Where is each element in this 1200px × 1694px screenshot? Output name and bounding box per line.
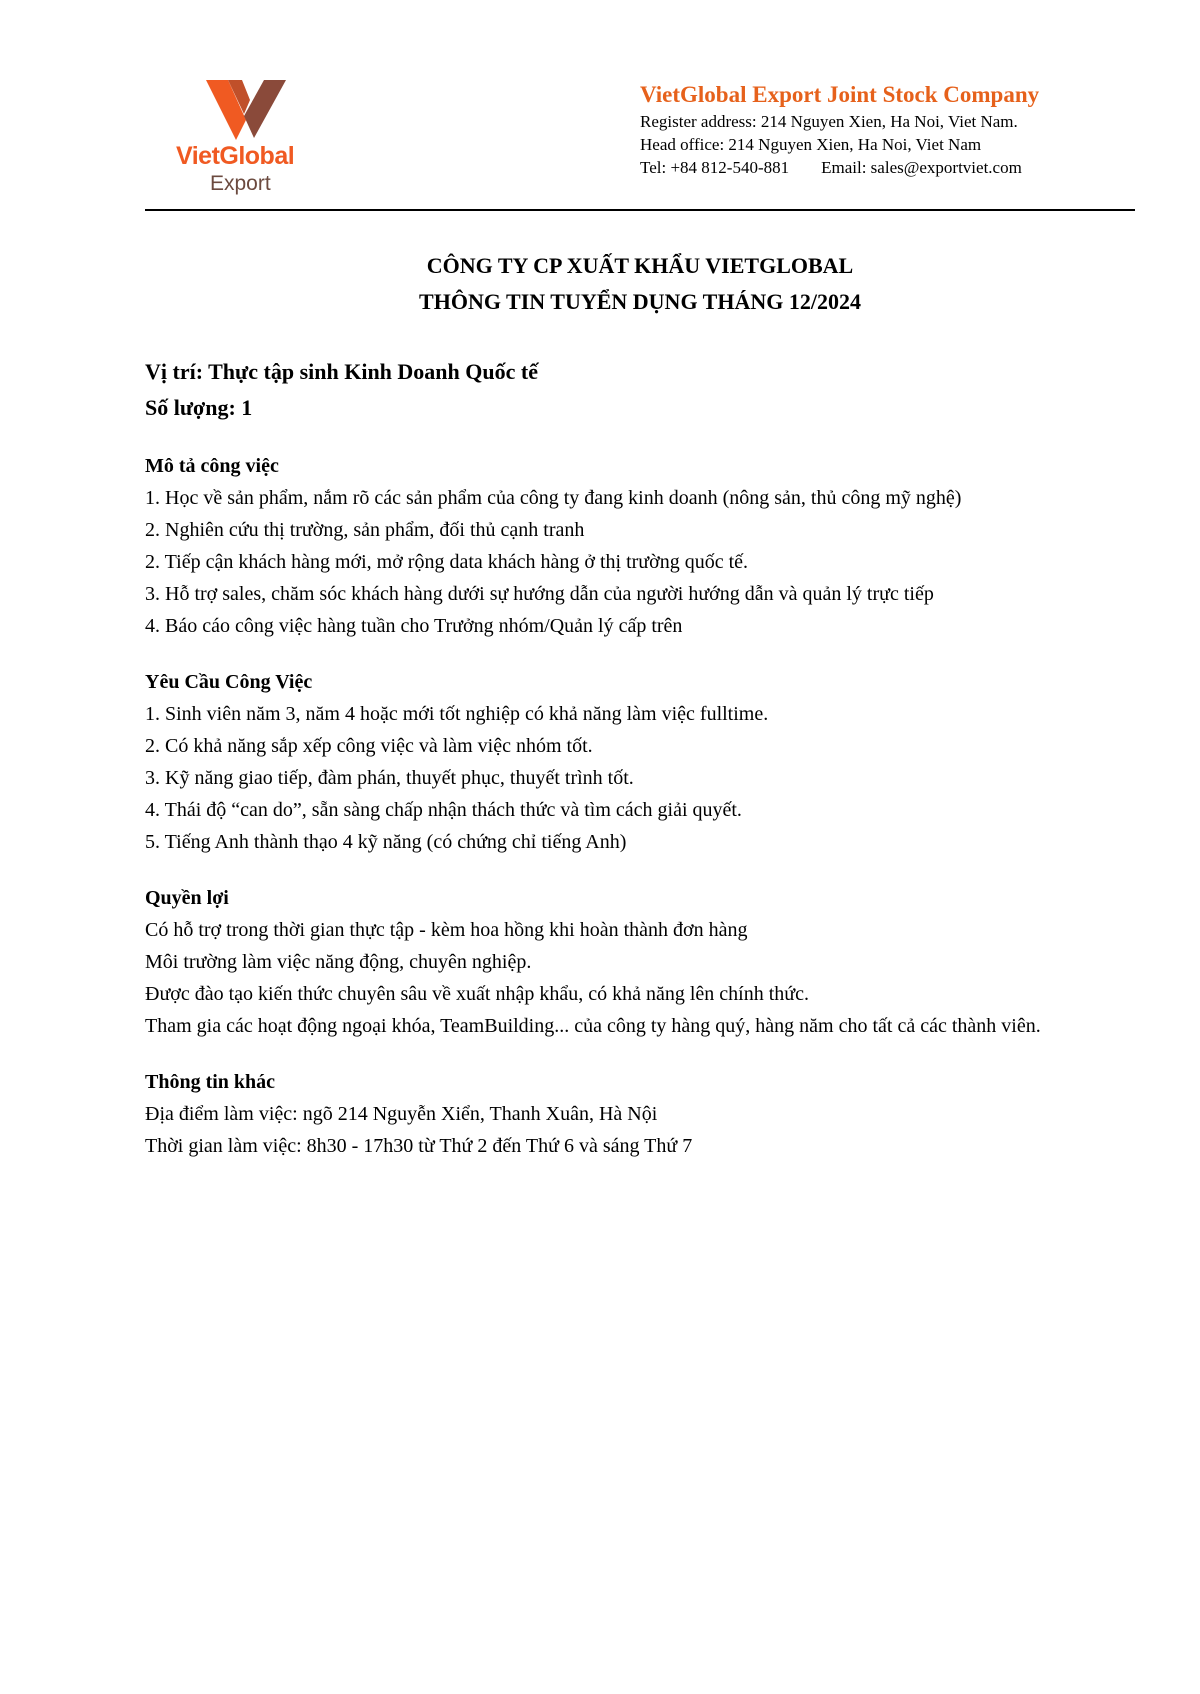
register-address: Register address: 214 Nguyen Xien, Ha Noi, Viet Nam. xyxy=(640,112,1018,131)
company-logo xyxy=(176,80,326,200)
list-item: 3. Hỗ trợ sales, chăm sóc khách hàng dưới sự hướng dẫn của người hướng dẫn và quản lý trực tiếp xyxy=(145,583,934,605)
list-item: 1. Sinh viên năm 3, năm 4 hoặc mới tốt nghiệp có khả năng làm việc fulltime. xyxy=(145,703,769,725)
list-item: Tham gia các hoạt động ngoại khóa, TeamBuilding... của công ty hàng quý, hàng năm cho tất cả các thành viên. xyxy=(145,1015,1041,1037)
list-item: 2. Tiếp cận khách hàng mới, mở rộng data khách hàng ở thị trường quốc tế. xyxy=(145,551,749,573)
list-item: 4. Báo cáo công việc hàng tuần cho Trưởng nhóm/Quản lý cấp trên xyxy=(145,615,683,637)
position-role: Vị trí: Thực tập sinh Kinh Doanh Quốc tế xyxy=(145,359,538,384)
v-chevron-icon xyxy=(206,80,286,140)
list-item: Được đào tạo kiến thức chuyên sâu về xuất nhập khẩu, có khả năng lên chính thức. xyxy=(145,983,810,1005)
list-item: 4. Thái độ “can do”, sẵn sàng chấp nhận thách thức và tìm cách giải quyết. xyxy=(145,799,742,821)
list-item: 5. Tiếng Anh thành thạo 4 kỹ năng (có chứng chỉ tiếng Anh) xyxy=(145,831,627,853)
tel: Tel: +84 812-540-881 xyxy=(640,158,790,177)
list-item: Thời gian làm việc: 8h30 - 17h30 từ Thứ 2 đến Thứ 6 và sáng Thứ 7 xyxy=(145,1135,693,1157)
position-quantity: Số lượng: 1 xyxy=(145,395,253,420)
section-heading-other: Thông tin khác xyxy=(145,1071,276,1093)
logo-line-1: VietGlobal xyxy=(176,142,295,170)
list-item: Địa điểm làm việc: ngõ 214 Nguyễn Xiển, Thanh Xuân, Hà Nội xyxy=(145,1103,658,1125)
logo-line-2: Export xyxy=(210,172,271,195)
document-title xyxy=(145,248,1135,320)
header-divider xyxy=(145,209,1135,211)
section-heading-requirements: Yêu Cầu Công Việc xyxy=(145,671,313,693)
section-heading-benefits: Quyền lợi xyxy=(145,887,229,909)
contact-line xyxy=(640,156,1120,179)
title-line-2: THÔNG TIN TUYỂN DỤNG THÁNG 12/2024 xyxy=(419,289,861,314)
list-item: 2. Có khả năng sắp xếp công việc và làm việc nhóm tốt. xyxy=(145,735,593,757)
section-heading-description: Mô tả công việc xyxy=(145,455,279,477)
email: Email: sales@exportviet.com xyxy=(821,158,1022,177)
list-item: 2. Nghiên cứu thị trường, sản phẩm, đối thủ cạnh tranh xyxy=(145,519,585,541)
title-line-1: CÔNG TY CP XUẤT KHẨU VIETGLOBAL xyxy=(426,253,854,278)
list-item: Môi trường làm việc năng động, chuyên nghiệp. xyxy=(145,951,532,973)
company-header xyxy=(640,80,1120,179)
list-item: 3. Kỹ năng giao tiếp, đàm phán, thuyết phục, thuyết trình tốt. xyxy=(145,767,634,789)
document-body xyxy=(145,354,1137,1162)
list-item: 1. Học về sản phẩm, nắm rõ các sản phẩm của công ty đang kinh doanh (nông sản, thủ công mỹ nghệ) xyxy=(145,487,962,509)
head-office: Head office: 214 Nguyen Xien, Ha Noi, Viet Nam xyxy=(640,135,982,154)
list-item: Có hỗ trợ trong thời gian thực tập - kèm hoa hồng khi hoàn thành đơn hàng xyxy=(145,919,748,941)
company-name: VietGlobal Export Joint Stock Company xyxy=(640,82,1040,107)
